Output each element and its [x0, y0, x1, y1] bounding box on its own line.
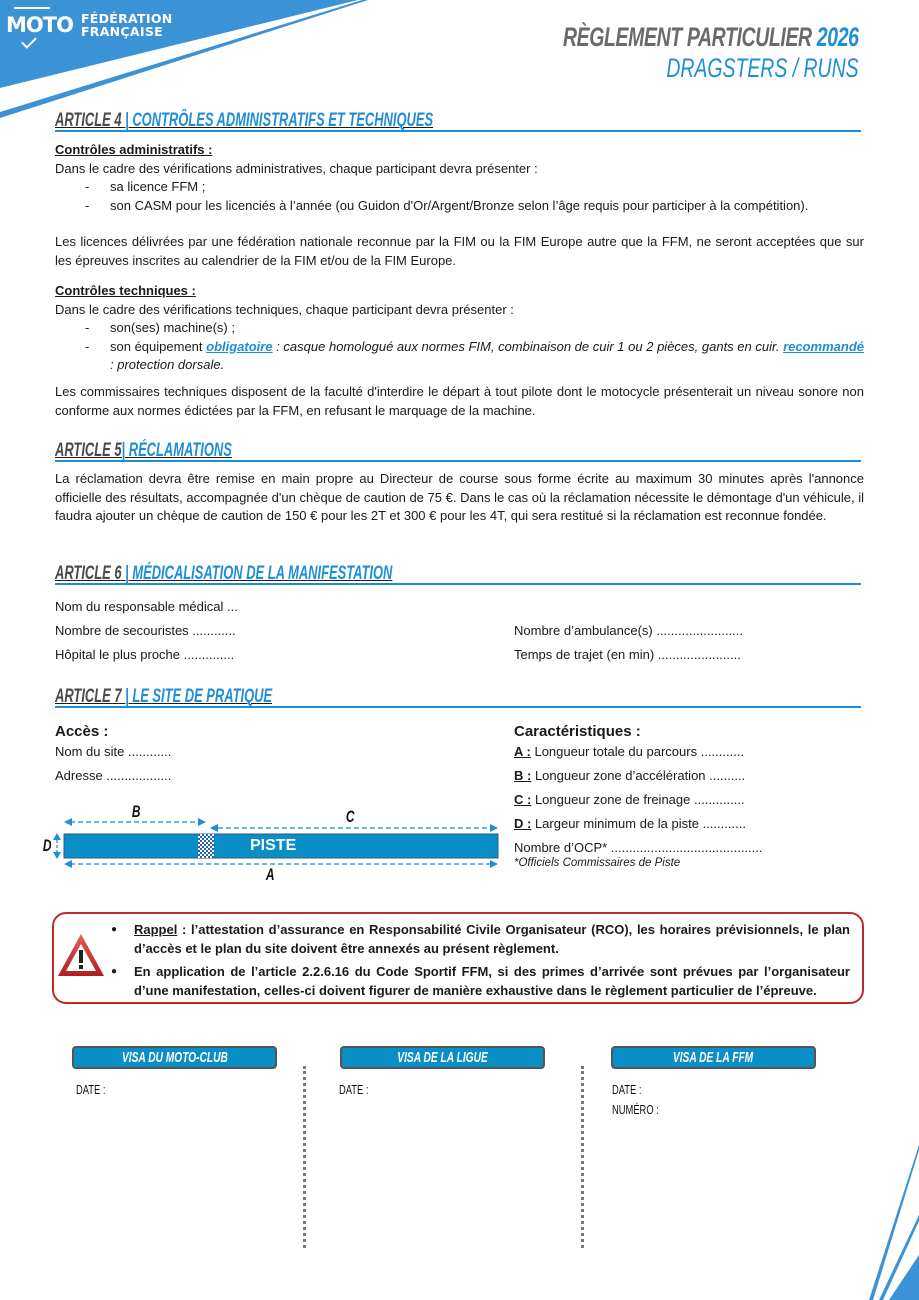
track-label: PISTE: [250, 837, 297, 854]
visa-title: VISA DE LA FFM: [673, 1049, 754, 1066]
item-text: : protection dorsale.: [110, 357, 225, 372]
list-item: - sa licence FFM ;: [55, 178, 864, 197]
visa-ffm-header: [611, 1046, 816, 1069]
article-title: | LE SITE DE PRATIQUE: [125, 686, 273, 707]
ambulances-field[interactable]: Nombre d’ambulance(s) ........................: [514, 623, 744, 638]
obligatoire-link[interactable]: obligatoire: [206, 338, 273, 354]
field-text: Longueur zone de freinage ..............: [531, 792, 745, 807]
dimension-b-label: B: [131, 802, 141, 821]
medical-responsible-field[interactable]: Nom du responsable médical ...: [55, 599, 238, 614]
ocp-footnote: *Officiels Commissaires de Piste: [514, 857, 681, 869]
access-heading: Accès :: [55, 723, 109, 740]
first-aiders-field[interactable]: Nombre de secouristes ............: [55, 623, 236, 638]
article-number: ARTICLE 5: [55, 440, 122, 461]
document-title: [563, 22, 859, 84]
field-text: Longueur totale du parcours ............: [530, 744, 745, 759]
acceleration-length-field[interactable]: [514, 768, 745, 784]
travel-time-field[interactable]: Temps de trajet (en min) .......................: [514, 647, 741, 662]
article-7-heading: [55, 686, 861, 708]
article-number: ARTICLE 7: [55, 686, 122, 707]
rappel-key: Rappel: [134, 922, 178, 937]
warning-item: [134, 920, 850, 958]
dimension-d-label: D: [42, 836, 52, 855]
title-line-2: DRAGSTERS / RUNS: [666, 53, 859, 83]
article-title: | MÉDICALISATION DE LA MANIFESTATION: [125, 563, 393, 584]
article-number: ARTICLE 6: [55, 563, 122, 584]
characteristics-heading: Caractéristiques :: [514, 723, 641, 740]
site-name-field[interactable]: Nom du site ............: [55, 744, 172, 759]
article-5-heading: [55, 440, 861, 462]
paragraph: Dans le cadre des vérifications administratives, chaque participant devra présenter :: [55, 160, 538, 176]
subheading: Contrôles techniques :: [55, 283, 196, 298]
dimension-c-label: C: [345, 807, 355, 826]
paragraph: La réclamation devra être remise en main propre au Directeur de course sous forme écrite au maximum 30 minutes après l'annonce officielle des résultats, accompagnée d'un chèque de caution de 75 €. Dans le cas où la réclamation nécessite le démontage d'un véhicule, il faudra ajouter un chèque de caution de 150 € pour les 2T et 300 € pour les 4T, qui sera restitué si la réclamation est reconnue fondée.: [55, 471, 864, 523]
article-title: | RÉCLAMATIONS: [121, 440, 232, 461]
list-item: [55, 338, 864, 375]
ffm-logo: [6, 12, 173, 38]
visa-ligue-header: [340, 1046, 545, 1069]
item-text: son équipement: [110, 338, 207, 354]
visa-ffm-date-field[interactable]: DATE :: [612, 1082, 642, 1097]
nearest-hospital-field[interactable]: Hôpital le plus proche ..............: [55, 647, 235, 662]
tech-controls-section: [55, 282, 864, 375]
braking-length-field[interactable]: [514, 792, 745, 808]
key-d: D :: [514, 816, 532, 831]
key-b: B :: [514, 768, 532, 783]
recommande-link[interactable]: recommandé: [783, 338, 864, 354]
warning-item: ● En application de l’article 2.2.6.16 du Code Sportif FFM, si des primes d’arrivée sont prévues par l’organisateur d’une manifestation, celles-ci doivent figurer de manière exhaustive dans le règlement particulier de l’épreuve.: [134, 962, 850, 1000]
ocp-count-field[interactable]: Nombre d’OCP* ..........................................: [514, 840, 763, 855]
item-text: : casque homologué aux normes FIM, combinaison de cuir 1 ou 2 pièces, gants en cuir.: [272, 338, 780, 354]
logo-line-1: FÉDÉRATION: [80, 11, 173, 26]
article-number: ARTICLE 4: [55, 110, 122, 131]
track-width-field[interactable]: [514, 816, 746, 832]
field-text: Largeur minimum de la piste ............: [531, 816, 746, 831]
paragraph: Les licences délivrées par une fédération nationale reconnue par la FIM ou la FIM Europe autre que la FFM, ne seront acceptées que sur les épreuves inscrites au calendrier de la FIM et/ou de la FIM Europe.: [55, 234, 864, 268]
field-text: Longueur zone d’accélération ..........: [531, 768, 746, 783]
total-length-field[interactable]: [514, 744, 744, 760]
visa-club-date-field[interactable]: DATE :: [76, 1082, 106, 1097]
key-a: A :: [514, 744, 531, 759]
list-item: - son CASM pour les licenciés à l’année (ou Guidon d'Or/Argent/Bronze selon l’âge requis pour participer à la compétition).: [55, 197, 864, 216]
logo-mark: MOTO: [6, 12, 73, 37]
key-c: C :: [514, 792, 532, 807]
track-diagram: [40, 800, 510, 890]
article-6-heading: [55, 563, 861, 585]
warning-text: : l’attestation d’assurance en Responsabilité Civile Organisateur (RCO), les horaires prévisionnels, le plan d’accès et le plan du site doivent être annexés au présent règlement.: [134, 922, 850, 956]
article-title: | CONTRÔLES ADMINISTRATIFS ET TECHNIQUES: [125, 110, 434, 131]
admin-controls-section: [55, 141, 864, 215]
divider: [303, 1066, 306, 1248]
logo-line-2: FRANÇAISE: [80, 24, 163, 39]
footer-corner-shape: [839, 1120, 919, 1300]
visa-title: VISA DU MOTO-CLUB: [121, 1049, 228, 1066]
visa-ffm-number-field[interactable]: NUMÉRO :: [612, 1102, 659, 1117]
warning-box: [52, 912, 864, 1004]
visa-club-header: [72, 1046, 277, 1069]
address-field[interactable]: Adresse ..................: [55, 768, 172, 783]
visa-ligue-date-field[interactable]: DATE :: [339, 1082, 369, 1097]
divider: [581, 1066, 584, 1248]
list-item: - son(ses) machine(s) ;: [55, 319, 864, 338]
warning-triangle-icon: [57, 933, 105, 977]
visa-title: VISA DE LA LIGUE: [397, 1049, 488, 1066]
paragraph: Les commissaires techniques disposent de la faculté d'interdire le départ à tout pilote dont le motocycle présenterait un niveau sonore non conforme aux normes édictées par la FFM, en refusant le marquage de la machine.: [55, 384, 864, 418]
article-4-heading: [55, 110, 861, 132]
paragraph: Dans le cadre des vérifications techniques, chaque participant devra présenter :: [55, 301, 514, 317]
title-line-1: RÈGLEMENT PARTICULIER: [563, 22, 813, 52]
title-year: 2026: [817, 22, 859, 52]
subheading: Contrôles administratifs :: [55, 142, 213, 157]
dimension-a-label: A: [265, 865, 275, 884]
